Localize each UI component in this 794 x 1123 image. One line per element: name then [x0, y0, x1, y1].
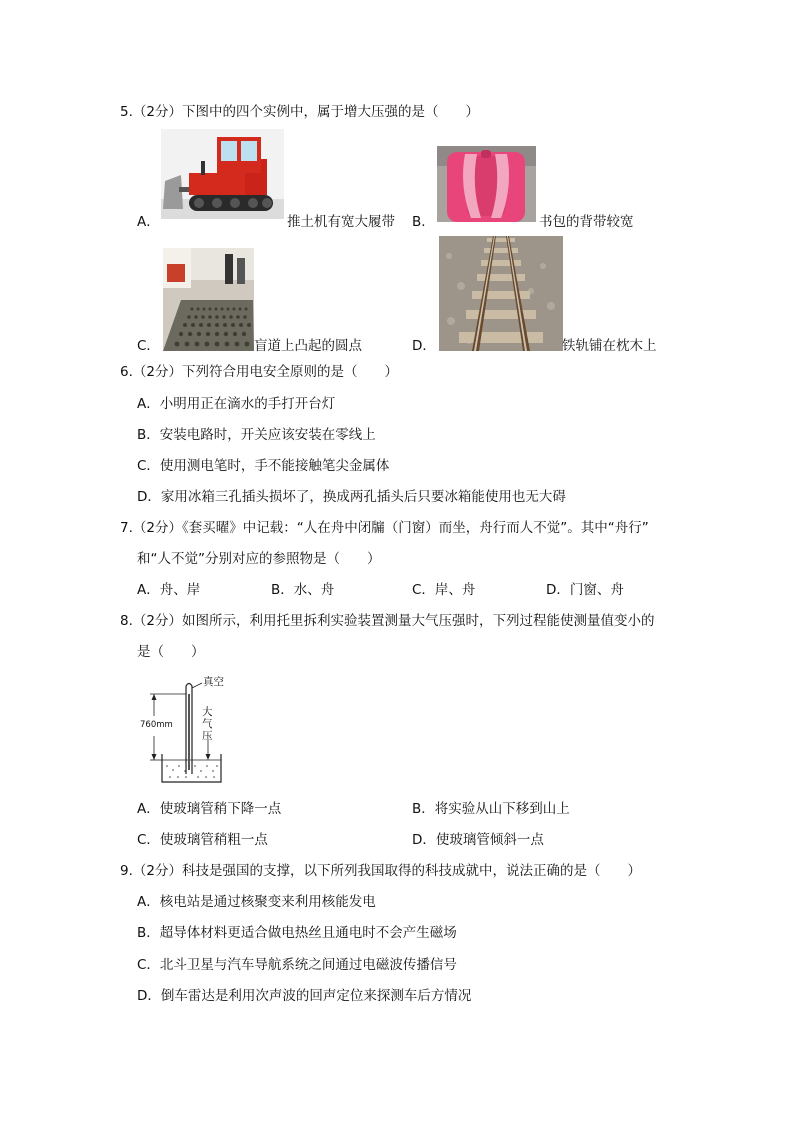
q5-option-b-caption: 书包的背带较宽: [539, 214, 634, 230]
q8-stem-line2: 是（ ）: [137, 644, 205, 660]
q5-option-b-letter: B．: [412, 214, 435, 230]
backpack-photo-icon: [437, 146, 536, 222]
pressure-label-3: 压: [202, 730, 213, 742]
vacuum-label: 真空: [203, 676, 224, 688]
q8-option-b: B．将实验从山下移到山上: [412, 801, 570, 817]
tactile-paving-photo-icon: [163, 248, 254, 351]
q6-option-b: B．安装电路时，开关应该安装在零线上: [137, 427, 376, 443]
q5-option-a-caption: 推土机有宽大履带: [287, 214, 395, 230]
q7-option-d: D．门窗、舟: [546, 582, 624, 598]
q8-option-d: D．使玻璃管倾斜一点: [412, 832, 544, 848]
pressure-label-2: 气: [202, 718, 213, 730]
q6-option-d: D．家用冰箱三孔插头损坏了，换成两孔插头后只要冰箱能使用也无大碍: [137, 489, 566, 505]
q7-option-a: A．舟、岸: [137, 582, 201, 598]
height-label: 760mm: [140, 720, 173, 730]
q5-option-c-caption: 盲道上凸起的圆点: [254, 338, 362, 354]
torricelli-apparatus-figure: [140, 674, 240, 786]
bulldozer-photo-icon: [161, 129, 284, 219]
q8-option-c: C．使玻璃管稍粗一点: [137, 832, 268, 848]
q7-stem-line2: 和“人不觉”分别对应的参照物是（ ）: [137, 551, 381, 567]
q8-stem-line1: 8.（2分）如图所示，利用托里拆利实验装置测量大气压强时，下列过程能使测量值变小的: [120, 613, 655, 629]
railway-track-photo-icon: [439, 236, 563, 351]
q6-option-a: A．小明用正在滴水的手打开台灯: [137, 396, 336, 412]
q7-option-c: C．岸、舟: [412, 582, 476, 598]
q5-option-d-letter: D．: [412, 338, 436, 354]
q9-option-d: D．倒车雷达是利用次声波的回声定位来探测车后方情况: [137, 988, 472, 1004]
q5-stem: 5.（2分）下图中的四个实例中，属于增大压强的是（ ）: [120, 104, 479, 120]
q9-stem: 9.（2分）科技是强国的支撑，以下所列我国取得的科技成就中，说法正确的是（ ）: [120, 863, 641, 879]
q8-option-a: A．使玻璃管稍下降一点: [137, 801, 282, 817]
q9-option-a: A．核电站是通过核聚变来利用核能发电: [137, 894, 376, 910]
q5-option-d-caption: 铁轨铺在枕木上: [562, 338, 657, 354]
q6-stem: 6.（2分）下列符合用电安全原则的是（ ）: [120, 364, 398, 380]
q9-option-c: C．北斗卫星与汽车导航系统之间通过电磁波传播信号: [137, 957, 457, 973]
q7-option-b: B．水、舟: [271, 582, 335, 598]
q9-option-b: B．超导体材料更适合做电热丝且通电时不会产生磁场: [137, 925, 457, 941]
q7-stem-line1: 7.（2分）《套买曜》中记载：“人在舟中闭牖（门窗）而坐，舟行而人不觉”。其中“舟行”: [120, 520, 649, 536]
q5-option-c-letter: C．: [137, 338, 160, 354]
pressure-label-1: 大: [202, 706, 213, 718]
q5-option-a-letter: A．: [137, 214, 160, 230]
q6-option-c: C．使用测电笔时，手不能接触笔尖金属体: [137, 458, 390, 474]
